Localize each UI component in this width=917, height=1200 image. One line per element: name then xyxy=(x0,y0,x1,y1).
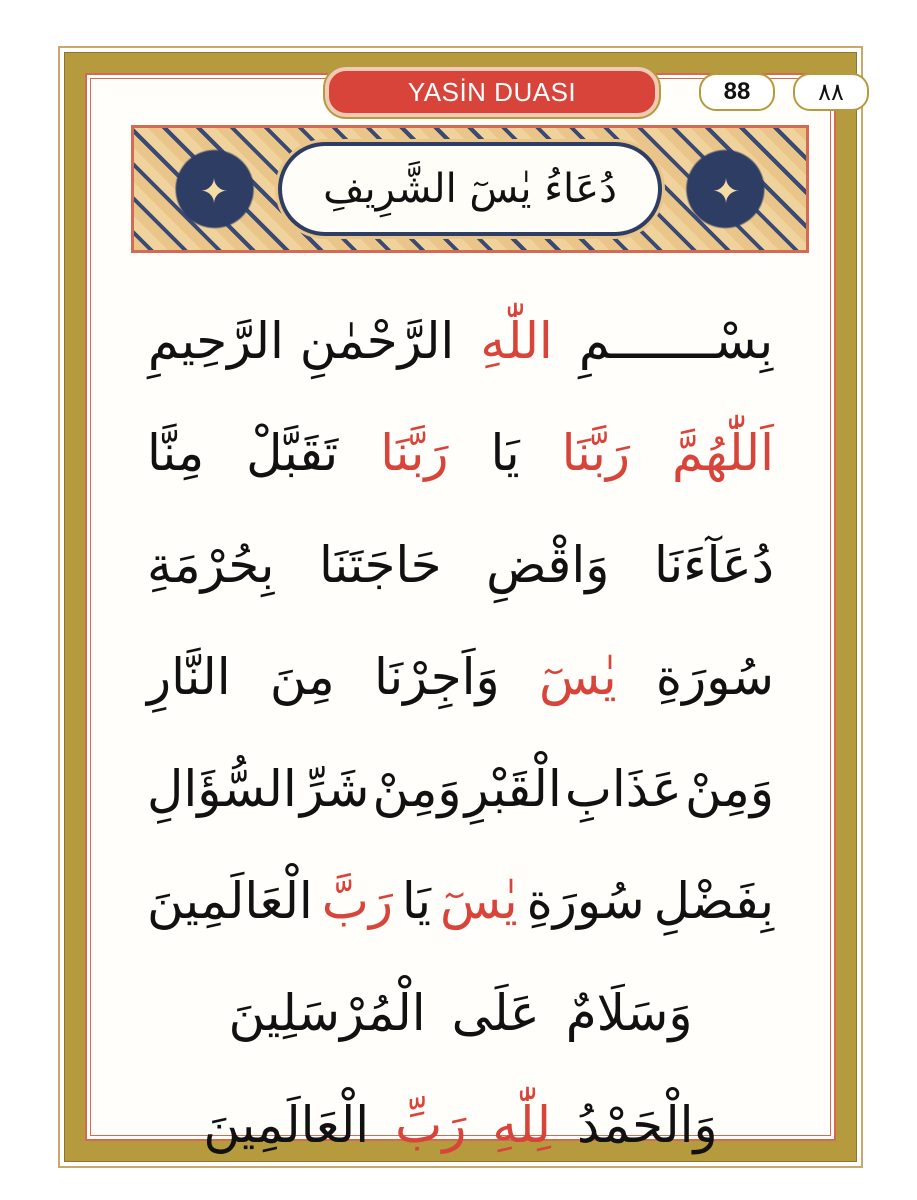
prayer-word: السُّؤَالِ xyxy=(147,760,297,818)
prayer-word: يَا xyxy=(490,424,520,482)
prayer-line-4 xyxy=(147,621,774,733)
content-panel xyxy=(85,73,844,1154)
prayer-word: شَرِّ xyxy=(299,760,370,818)
ornamental-header xyxy=(131,125,809,253)
left-ornament-icon: ✦ xyxy=(199,172,229,212)
prayer-word: عَلَى xyxy=(451,984,540,1042)
prayer-word: تَقَبَّلْ xyxy=(246,424,339,482)
prayer-word: رَبَّ xyxy=(321,872,393,930)
prayer-word: رَبَّنَا xyxy=(561,424,631,482)
prayer-word: مِنَ xyxy=(269,648,335,706)
prayer-word: دُعَآءَنَا xyxy=(654,536,774,594)
prayer-word: النَّارِ xyxy=(147,648,231,706)
prayer-word: اَللّٰهُمَّ xyxy=(671,424,774,482)
prayer-word: الْعَالَمِينَ xyxy=(203,1096,370,1154)
prayer-word: لِلّٰهِ xyxy=(492,1096,551,1154)
prayer-word: رَبِّ xyxy=(395,1096,467,1154)
prayer-word: يٰسٓ xyxy=(439,872,518,930)
prayer-word: وَمِنْ xyxy=(372,760,462,818)
prayer-word: الْعَالَمِينَ xyxy=(147,872,313,930)
prayer-word: سُورَةِ xyxy=(526,872,645,930)
prayer-line-5 xyxy=(147,733,774,845)
page-title: YASİN DUASI xyxy=(325,67,659,117)
prayer-line-1 xyxy=(147,285,774,397)
prayer-word: يٰسٓ xyxy=(538,648,617,706)
prayer-word: سُورَةِ xyxy=(655,648,774,706)
ornament-title: دُعَاءُ يٰسٓ الشَّرِيفِ xyxy=(282,146,658,232)
prayer-word: مِنَّا xyxy=(147,424,205,482)
prayer-word: وَسَلَامٌ xyxy=(565,984,693,1042)
prayer-word: وَمِنْ xyxy=(685,760,774,818)
prayer-text xyxy=(147,285,774,1181)
prayer-word: رَبَّنَا xyxy=(380,424,449,482)
prayer-word: عَذَابِ xyxy=(564,760,682,818)
gold-border xyxy=(64,52,857,1162)
prayer-line-2 xyxy=(147,397,774,509)
prayer-word: الرَّحْمٰنِ الرَّحِيمِ xyxy=(147,312,455,370)
prayer-word: بِحُرْمَةِ xyxy=(147,536,275,594)
prayer-word: حَاجَتَنَا xyxy=(319,536,442,594)
page-number-latin: 88 xyxy=(699,73,775,111)
prayer-word: بِسْـــــــمِ xyxy=(578,312,774,370)
prayer-line-8 xyxy=(147,1069,774,1181)
prayer-word: وَاَجِرْنَا xyxy=(374,648,500,706)
prayer-word: بِفَضْلِ xyxy=(653,872,774,930)
prayer-line-7 xyxy=(147,957,774,1069)
page-frame xyxy=(58,46,863,1168)
prayer-line-3 xyxy=(147,509,774,621)
page-number-arabic: ٨٨ xyxy=(793,73,869,111)
prayer-word: يَا xyxy=(401,872,432,930)
prayer-word: وَاقْضِ xyxy=(486,536,610,594)
prayer-line-6 xyxy=(147,845,774,957)
prayer-word: الْقَبْرِ xyxy=(464,760,562,818)
prayer-word: الْمُرْسَلِينَ xyxy=(228,984,426,1042)
prayer-word: وَالْحَمْدُ xyxy=(576,1096,718,1154)
right-ornament-icon: ✦ xyxy=(711,172,741,212)
prayer-word: اللّٰهِ xyxy=(480,312,553,370)
